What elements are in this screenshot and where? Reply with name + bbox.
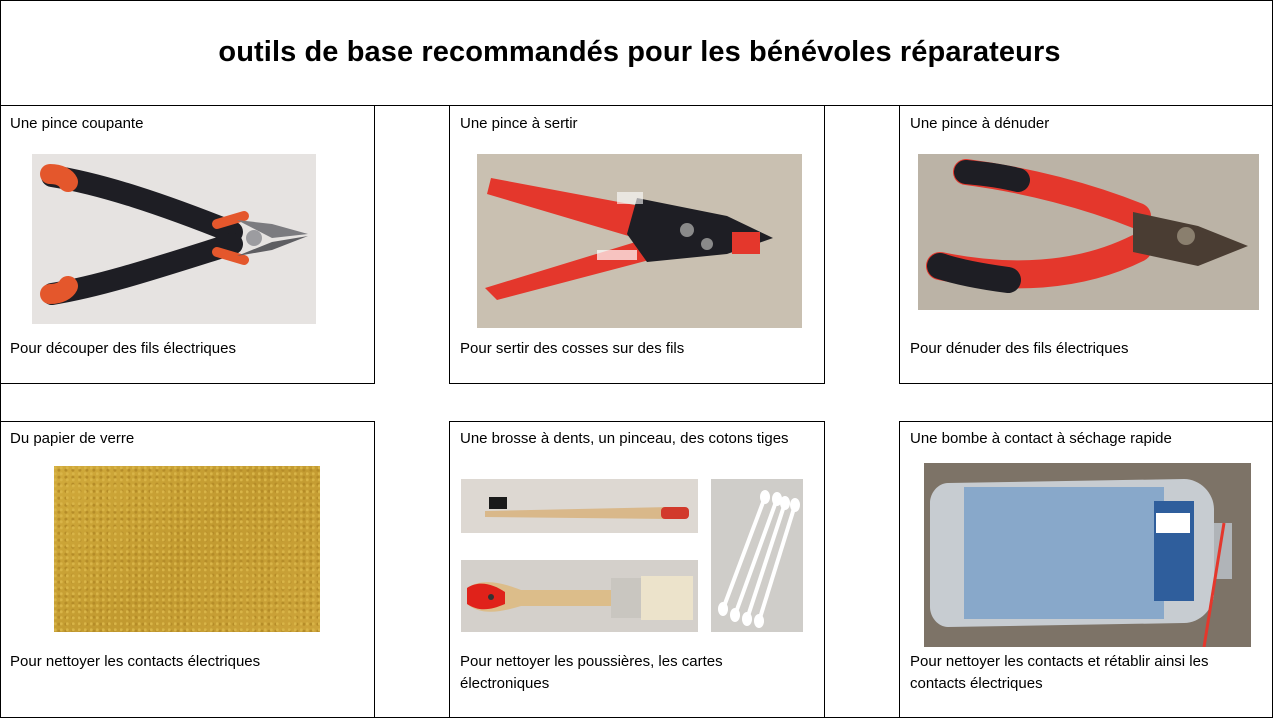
tool-name: Une bombe à contact à séchage rapide bbox=[910, 430, 1172, 447]
cotton-swabs-icon bbox=[711, 479, 803, 632]
sandpaper-icon bbox=[54, 466, 320, 632]
contact-cleaner-spray-icon bbox=[924, 463, 1251, 647]
wire-stripper-pliers-icon bbox=[918, 154, 1259, 310]
paintbrush-icon bbox=[461, 560, 698, 632]
tool-name: Une pince à dénuder bbox=[910, 115, 1050, 132]
tool-use: Pour nettoyer les poussières, les cartes électroniques bbox=[460, 653, 723, 692]
tool-use: Pour nettoyer les contacts électriques bbox=[10, 653, 261, 670]
tool-card-pince-a-sertir bbox=[449, 106, 825, 384]
tool-use: Pour dénuder des fils électriques bbox=[910, 340, 1129, 357]
tool-name: Une pince coupante bbox=[10, 115, 144, 132]
tool-use: Pour sertir des cosses sur des fils bbox=[460, 340, 685, 357]
tool-use: Pour découper des fils électriques bbox=[10, 340, 236, 357]
tool-card-brosse-pinceau-cotons bbox=[449, 421, 825, 718]
toothbrush-icon bbox=[461, 479, 698, 533]
tool-name: Une brosse à dents, un pinceau, des cotons tiges bbox=[460, 430, 789, 447]
crimping-pliers-icon bbox=[477, 154, 802, 328]
tool-card-bombe-a-contact bbox=[899, 421, 1273, 718]
diagonal-cutter-pliers-icon bbox=[32, 154, 316, 324]
tool-card-papier-de-verre bbox=[0, 421, 375, 718]
tool-name: Une pince à sertir bbox=[460, 115, 578, 132]
tool-use: Pour nettoyer les contacts et rétablir ainsi les contacts électriques bbox=[910, 653, 1209, 692]
page-title: outils de base recommandés pour les bénévoles réparateurs bbox=[0, 0, 1273, 106]
tool-name: Du papier de verre bbox=[10, 430, 135, 447]
tool-card-pince-coupante bbox=[0, 106, 375, 384]
tool-card-pince-a-denuder bbox=[899, 106, 1273, 384]
